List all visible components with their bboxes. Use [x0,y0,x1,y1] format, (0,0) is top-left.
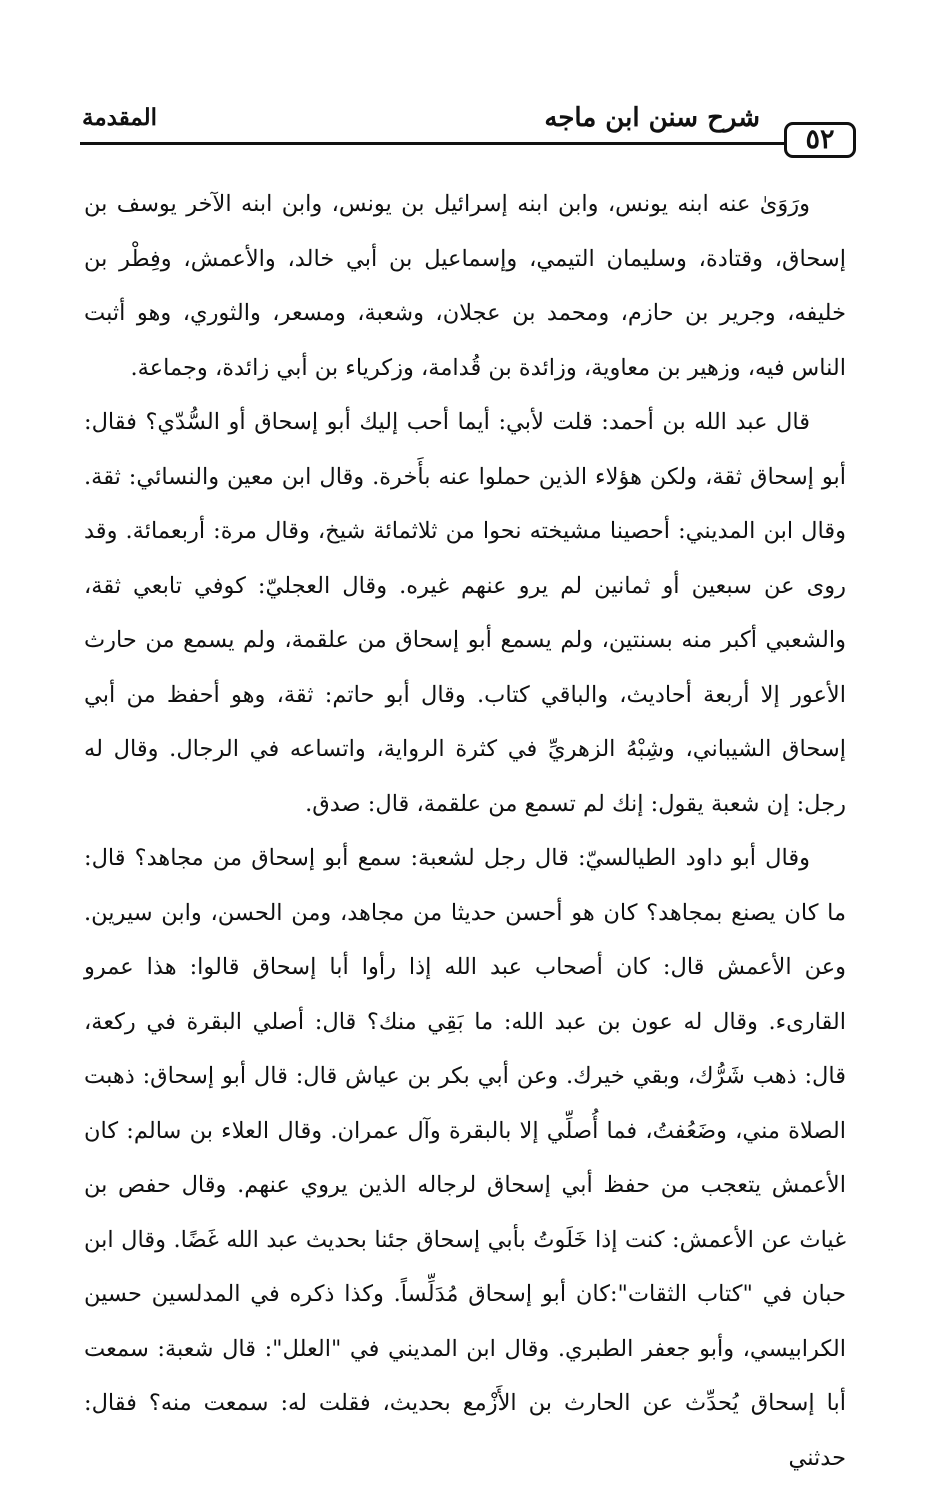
body-text [84,177,846,1485]
page-header [80,100,856,160]
header-rule [80,142,784,145]
page-number: ٥٢ [784,122,856,158]
book-title: شرح سنن ابن ماجه [544,103,760,133]
paragraph: وقال أبو داود الطيالسيّ: قال رجل لشعبة: سمع أبو إسحاق من مجاهد؟ قال: ما كان يصنع بمجاهد؟ كان هو أحسن حديثا من مجاهد، ومن الحسن، وابن سيرين. وعن الأعمش قال: كان أصحاب عبد الله إذا رأوا أبا إسحاق قالوا: هذا عمرو القارىء. وقال له عون بن عبد الله: ما بَقِي منك؟ قال: أصلي البقرة في ركعة، قال: ذهب شَرُّك، وبقي خيرك. وعن أبي بكر بن عياش قال: قال أبو إسحاق: ذهبت الصلاة مني، وضَعُفتُ، فما أُصلِّي إلا بالبقرة وآل عمران. وقال العلاء بن سالم: كان الأعمش يتعجب من حفظ أبي إسحاق لرجاله الذين يروي عنهم. وقال حفص بن غياث عن الأعمش: كنت إذا خَلَوتُ بأبي إسحاق جئنا بحديث عبد الله غَضًا. وقال ابن حبان في "كتاب الثقات":كان أبو إسحاق مُدَلِّساً. وكذا ذكره في المدلسين حسين الكرابيسي، وأبو جعفر الطبري. وقال ابن المديني في "العلل": قال شعبة: سمعت أبا إسحاق يُحدِّث عن الحارث بن الأَزْمع بحديث، فقلت له: سمعت منه؟ فقال: حدثني [84,845,846,1471]
paragraph: ورَوَىٰ عنه ابنه يونس، وابن ابنه إسرائيل بن يونس، وابن ابنه الآخر يوسف بن إسحاق، وقتادة، وسليمان التيمي، وإسماعيل بن أبي خالد، والأعمش، وفِطْر بن خليفه، وجرير بن حازم، ومحمد بن عجلان، وشعبة، ومسعر، والثوري، وهو أثبت الناس فيه، وزهير بن معاوية، وزائدة بن قُدامة، وزكرياء بن أبي زائدة، وجماعة. [84,191,846,381]
paragraph: قال عبد الله بن أحمد: قلت لأبي: أيما أحب إليك أبو إسحاق أو السُّدّي؟ فقال: أبو إسحاق ثقة، ولكن هؤلاء الذين حملوا عنه بأَخرة. وقال ابن معين والنسائي: ثقة. وقال ابن المديني: أحصينا مشيخته نحوا من ثلاثمائة شيخ، وقال مرة: أربعمائة. وقد روى عن سبعين أو ثمانين لم يرو عنهم غيره. وقال العجليّ: كوفي تابعي ثقة، والشعبي أكبر منه بسنتين، ولم يسمع أبو إسحاق من علقمة، ولم يسمع من حارث الأعور إلا أربعة أحاديث، والباقي كتاب. وقال أبو حاتم: ثقة، وهو أحفظ من أبي إسحاق الشيباني، وشِبْهُ الزهريِّ في كثرة الرواية، واتساعه في الرجال. وقال له رجل: إن شعبة يقول: إنك لم تسمع من علقمة، قال: صدق. [84,409,846,817]
section-title: المقدمة [82,104,158,131]
